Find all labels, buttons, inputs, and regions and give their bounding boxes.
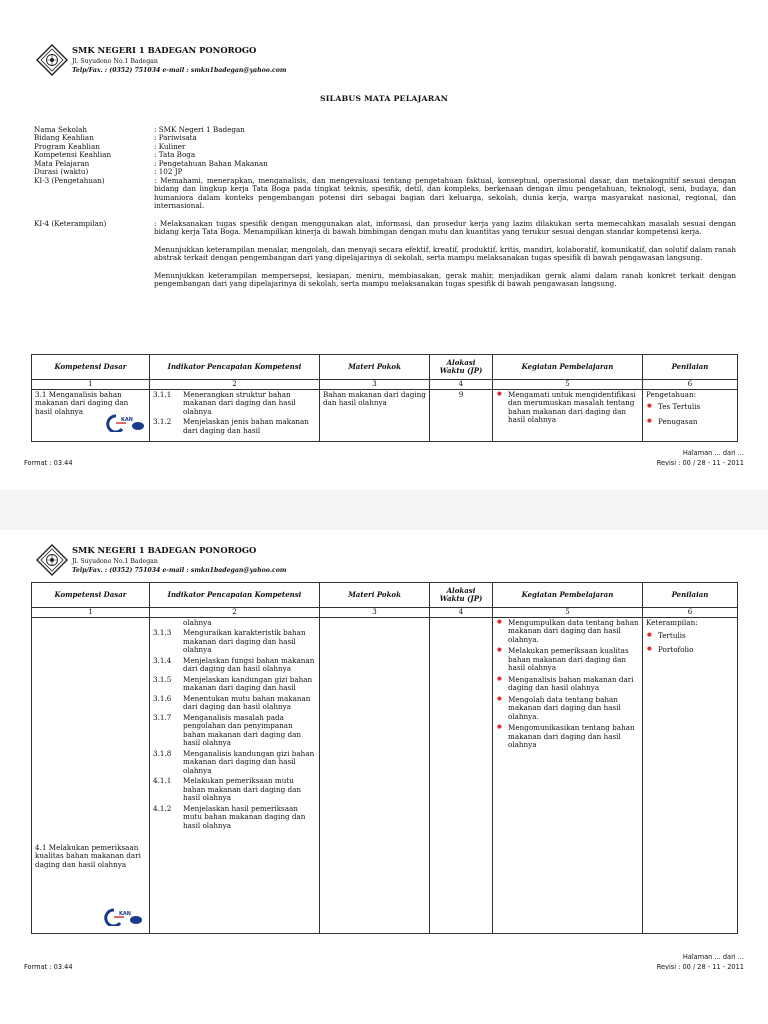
indicator-cell	[150, 390, 320, 442]
penilaian-cell	[643, 390, 738, 442]
alokasi-cell	[430, 618, 493, 934]
kd-text: 4.1 Melakukan pemeriksaan kualitas bahan makanan dari daging dan hasil olahnya	[35, 843, 141, 869]
info-value: : Kuliner	[154, 141, 186, 151]
ki4-paragraph: Menunjukkan keterampilan mempersepsi, kesiapan, meniru, membiasakan, gerak mahir, menjadikan gerak alami dalam ranah konkret terkait dengan pengembangan dari yang dipelajarinya di sekolah, serta mampu melaksanakan tugas spesifik di bawah pengawasan langsung.	[154, 270, 736, 289]
info-value: : 102 JP	[154, 167, 183, 177]
info-row-ki3	[34, 177, 736, 211]
page-counter: Halaman ... dari ...	[682, 953, 744, 961]
header-kompetensi-dasar: Kompetensi Dasar	[32, 583, 150, 608]
header-indikator: Indikator Pencapaian Kompetensi	[150, 583, 320, 608]
indicator-text: Menguraikan karakteristik bahan makanan dari daging dan hasil olahnya	[183, 628, 306, 655]
header-indikator: Indikator Pencapaian Kompetensi	[150, 355, 320, 380]
table-row	[32, 618, 738, 934]
indicator-text: Menjelaskan kandungan gizi bahan makanan dari daging dan hasil	[183, 674, 313, 693]
materi-cell	[320, 618, 430, 934]
indicator-item	[153, 657, 316, 674]
indicator-item	[153, 629, 316, 654]
header-materi-pokok: Materi Pokok	[320, 583, 430, 608]
ki4-paragraph: Menunjukkan keterampilan menalar, mengolah, dan menyaji secara efektif, kreatif, produktif, kritis, mandiri, kolaboratif, komunikatif, dan solutif dalam ranah abstrak terkait dengan pengembangan dari yang dipelajarinya di sekolah, serta mampu melaksanakan tugas spesifik di bawah pengawasan langsung.	[154, 244, 736, 263]
info-label: Bidang Keahlian	[34, 133, 94, 143]
info-label: Program Keahlian	[34, 141, 100, 151]
kd-cell	[32, 618, 150, 934]
kan-logo-icon	[106, 414, 146, 432]
page-1	[0, 0, 768, 490]
info-row	[34, 126, 736, 134]
indicator-number: 3.1.3	[153, 628, 172, 638]
penilaian-item: ● Penugasan	[646, 418, 734, 426]
column-number: 5	[493, 608, 643, 618]
kegiatan-item: ● Menganalisis bahan makanan dari daging dan hasil olahnya	[496, 676, 639, 693]
info-label: Mata Pelajaran	[34, 158, 90, 168]
column-number: 6	[643, 608, 738, 618]
penilaian-item: ● Tes Tertulis	[646, 403, 734, 411]
penilaian-title: Pengetahuan:	[646, 390, 697, 399]
header-kegiatan: Kegiatan Pembelajaran	[493, 355, 643, 380]
kegiatan-item: ● Mengomunikasikan tentang bahan makanan dari daging dan hasil olahnya	[496, 724, 639, 749]
penilaian-item: ● Portofolio	[646, 646, 734, 654]
header-materi-pokok: Materi Pokok	[320, 355, 430, 380]
header-alokasi-waktu: Alokasi Waktu (JP)	[430, 583, 493, 608]
info-value: : Pariwisata	[154, 133, 197, 143]
indicator-item	[153, 750, 316, 775]
indicator-item	[153, 619, 316, 627]
column-number: 2	[150, 380, 320, 390]
indicator-text: Menentukan mutu bahan makanan dari daging dan hasil olahnya	[183, 693, 311, 712]
info-label: KI-4 (Keterampilan)	[34, 218, 107, 228]
revision: Revisi : 00 / 28 - 11 - 2011	[656, 963, 744, 971]
kd-text: 3.1 Menganalisis bahan makanan dari daging dan hasil olahnya	[35, 390, 129, 416]
indicator-number: 3.1.4	[153, 655, 172, 665]
indicator-item	[153, 805, 316, 830]
info-value: : Memahami, menerapkan, menganalisis, dan mengevaluasi tentang pengetahuan faktual, konseptual, operasional dasar, dan metakognitif sesuai dengan bidang dan lingkup kerja Tata Boga pada tingkat teknis, spesifik, detil, dan kompleks, berkenaan dengan ilmu pengetahuan, teknologi, seni, budaya, dan humaniora dalam konteks pengembangan potensi diri sebagai bagian dari keluarga, sekolah, dunia kerja, warga masyarakat nasional, regional, dan internasional.	[154, 175, 736, 211]
kegiatan-item: ● Mengumpulkan data tentang bahan makanan dari daging dan hasil olahnya.	[496, 619, 639, 644]
header-penilaian: Penilaian	[643, 355, 738, 380]
indicator-item	[153, 714, 316, 748]
indicator-number: 3.1.1	[153, 390, 172, 399]
syllabus-info	[34, 126, 736, 289]
header-kegiatan: Kegiatan Pembelajaran	[493, 583, 643, 608]
info-label: Kompetensi Keahlian	[34, 150, 112, 160]
info-value: : Tata Boga	[154, 150, 196, 160]
page-separator	[0, 490, 768, 530]
info-row	[34, 160, 736, 168]
indicator-text: Menganalisis kandungan gizi bahan makanan dari daging dan hasil olahnya	[183, 748, 315, 775]
penilaian-cell	[643, 618, 738, 934]
indicator-number: 3.1.7	[153, 712, 172, 722]
indicator-text: Menjelaskan jenis bahan makanan dari daging dan hasil	[183, 417, 309, 435]
info-label: Durasi (waktu)	[34, 167, 89, 177]
format-code: Format : 03.44	[24, 963, 73, 971]
column-number: 4	[430, 380, 493, 390]
info-row	[34, 151, 736, 159]
school-contact: Telp/Fax. : (0352) 751034 e-mail : smkn1badegan@yahoo.com	[72, 67, 287, 74]
format-code: Format : 03.44	[24, 459, 73, 467]
info-label: KI-3 (Pengetahuan)	[34, 175, 105, 185]
page-2	[0, 530, 768, 1024]
materi-cell: Bahan makanan dari daging dan hasil olahnya	[320, 390, 430, 442]
syllabus-table	[31, 582, 738, 934]
revision: Revisi : 00 / 28 - 11 - 2011	[656, 459, 744, 467]
school-name: SMK NEGERI 1 BADEGAN PONOROGO	[72, 545, 257, 555]
info-row-ki4	[34, 220, 736, 237]
school-emblem-icon	[36, 44, 68, 76]
kd-cell	[32, 390, 150, 442]
indicator-text: Menjelaskan fungsi bahan makanan dari daging dan hasil olahnya	[183, 655, 315, 674]
column-number: 1	[32, 380, 150, 390]
document-title: SILABUS MATA PELAJARAN	[319, 94, 449, 103]
header-penilaian: Penilaian	[643, 583, 738, 608]
column-number: 6	[643, 380, 738, 390]
indicator-item	[153, 695, 316, 712]
school-name: SMK NEGERI 1 BADEGAN PONOROGO	[72, 45, 257, 55]
column-number: 1	[32, 608, 150, 618]
indicator-text: olahnya	[183, 618, 212, 627]
indicator-item	[153, 391, 316, 416]
school-address: Jl. Suyudono No.1 Badegan	[72, 58, 158, 65]
kan-label: KAN	[121, 417, 133, 423]
indicator-item	[153, 418, 316, 435]
kegiatan-item: ● Mengolah data tentang bahan makanan dari daging dan hasil olahnya.	[496, 696, 639, 721]
indicator-number: 3.1.6	[153, 693, 172, 703]
page-counter: Halaman ... dari ...	[682, 449, 744, 457]
indicator-item	[153, 676, 316, 693]
kegiatan-item: ● Melakukan pemeriksaan kualitas bahan makanan dari daging dan hasil olahnya	[496, 647, 639, 672]
kan-logo-icon	[104, 908, 144, 926]
indicator-text: Menganalisis masalah pada pengolahan dan penyimpanan bahan makanan dari daging dan hasil olahnya	[183, 712, 302, 748]
school-address: Jl. Suyudono No.1 Badegan	[72, 558, 158, 565]
column-number: 3	[320, 608, 430, 618]
indicator-number: 4.1.1	[153, 776, 172, 786]
kan-label: KAN	[119, 911, 131, 917]
column-number: 3	[320, 380, 430, 390]
kegiatan-cell	[493, 390, 643, 442]
column-number: 4	[430, 608, 493, 618]
header-kompetensi-dasar: Kompetensi Dasar	[32, 355, 150, 380]
column-number: 5	[493, 380, 643, 390]
school-contact: Telp/Fax. : (0352) 751034 e-mail : smkn1badegan@yahoo.com	[72, 567, 287, 574]
info-value: : SMK Negeri 1 Badegan	[154, 125, 245, 134]
indicator-text: Melakukan pemeriksaan mutu bahan makanan dari daging dan hasil olahnya	[183, 776, 302, 803]
kegiatan-cell	[493, 618, 643, 934]
penilaian-item: ● Tertulis	[646, 632, 734, 640]
indicator-text: Menjelaskan hasil pemeriksaan mutu bahan makanan daging dan hasil olahnya	[183, 803, 306, 830]
indicator-number: 3.1.2	[153, 417, 172, 427]
info-row	[34, 134, 736, 142]
info-row	[34, 143, 736, 151]
kegiatan-item: ● Mengamati untuk mengidentifikasi dan merumuskan masalah tentang bahan makanan dari daging dan hasil olahnya	[496, 391, 639, 425]
indicator-item	[153, 777, 316, 802]
indicator-text: Menerangkan struktur bahan makanan dari daging dan hasil olahnya	[183, 390, 296, 416]
header-alokasi-waktu: Alokasi Waktu (JP)	[430, 355, 493, 380]
info-label: Nama Sekolah	[34, 125, 88, 134]
info-value: : Pengetahuan Bahan Makanan	[154, 158, 268, 168]
info-value: : Melaksanakan tugas spesifik dengan menggunakan alat, informasi, dan prosedur kerja yang lazim dilakukan serta memecahkan masalah sesuai dengan bidang kerja Tata Boga. Menampilkan kinerja di bawah bimbingan dengan mutu dan kuantitas yang terukur sesuai dengan standar kompetensi kerja.	[154, 218, 736, 237]
indicator-cell	[150, 618, 320, 934]
column-number: 2	[150, 608, 320, 618]
table-row	[32, 390, 738, 442]
penilaian-title: Keterampilan:	[646, 618, 698, 627]
indicator-number: 4.1.2	[153, 803, 172, 813]
school-emblem-icon	[36, 544, 68, 576]
syllabus-table	[31, 354, 738, 442]
alokasi-cell: 9	[430, 390, 493, 442]
indicator-number: 3.1.5	[153, 674, 172, 684]
indicator-number: 3.1.8	[153, 748, 172, 758]
